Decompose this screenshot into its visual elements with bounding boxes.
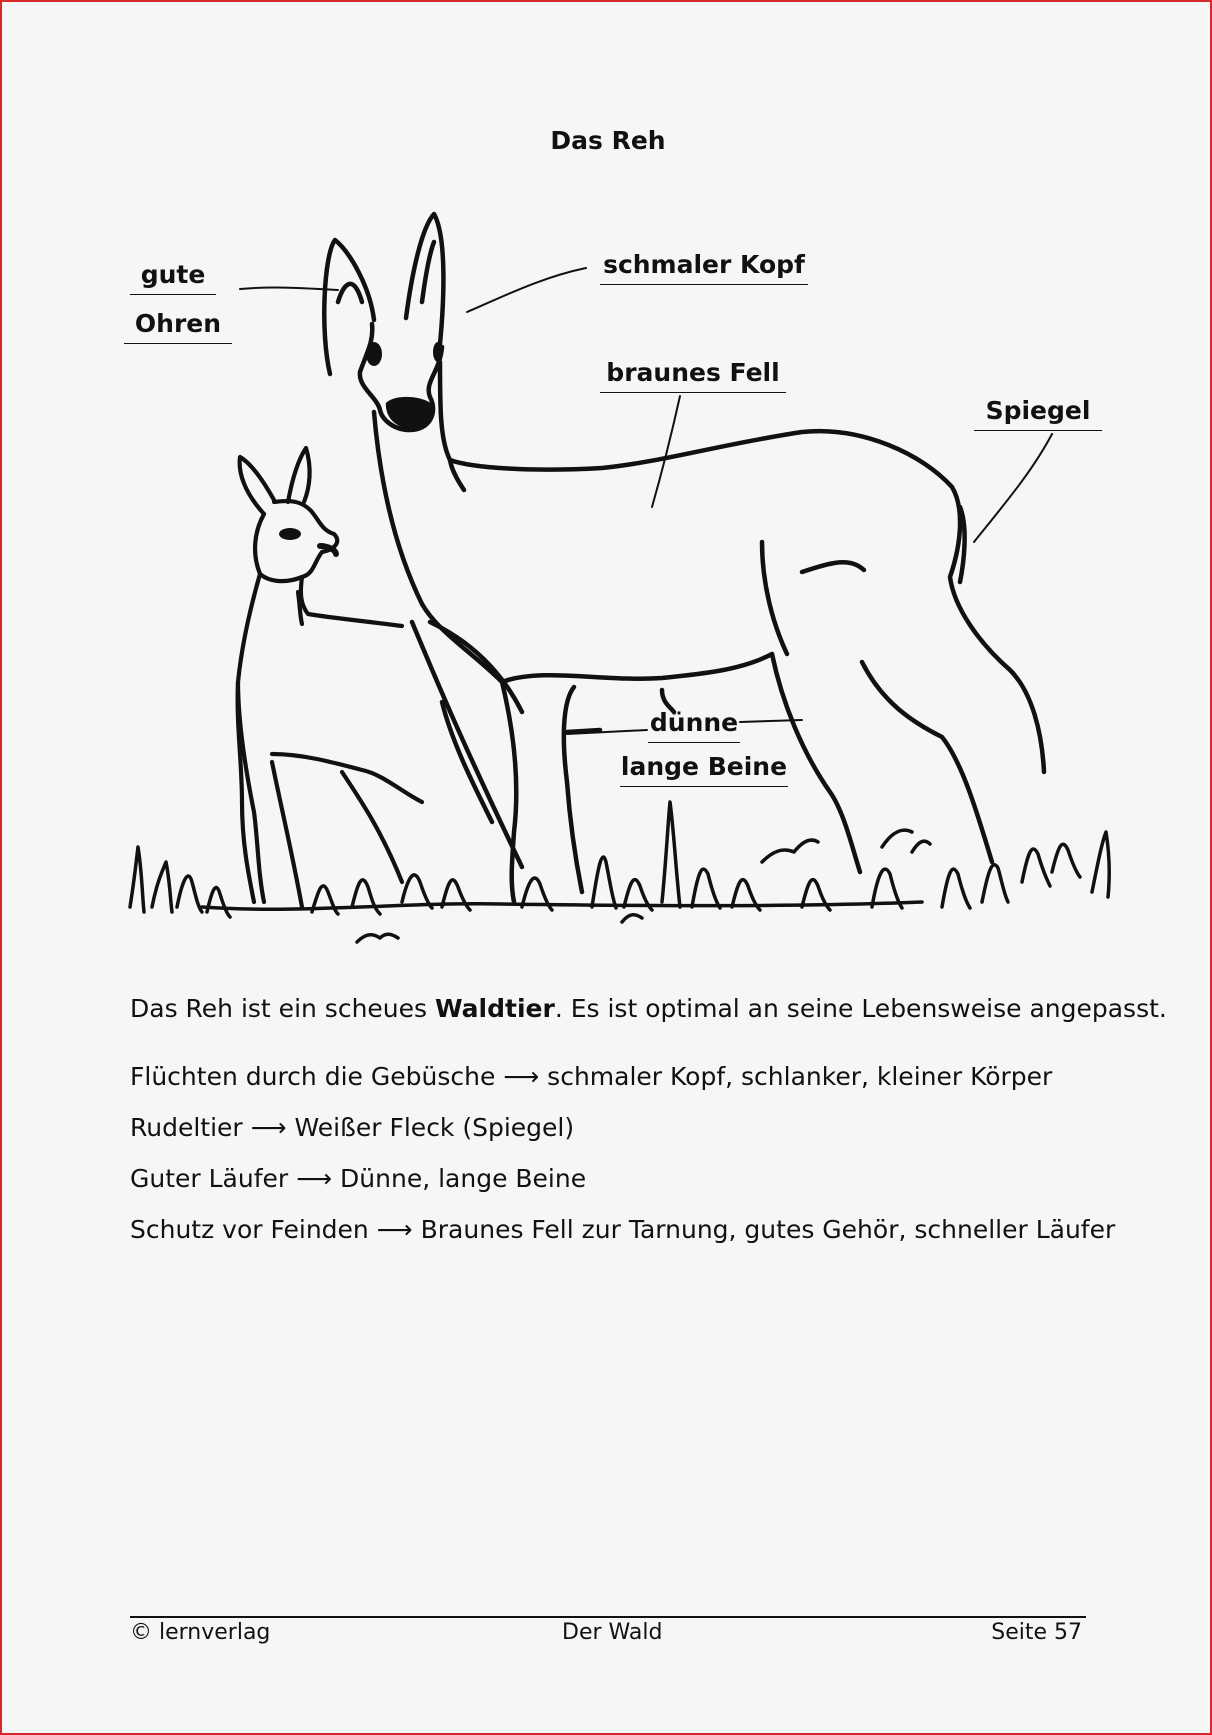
label-lange-beine: lange Beine [620,752,788,787]
fact-effect: Braunes Fell zur Tarnung, gutes Gehör, schneller Läufer [420,1215,1116,1244]
fact-cause: Flüchten durch die Gebüsche [130,1062,496,1091]
intro-before: Das Reh ist ein scheues [130,994,435,1023]
footer-page-number: Seite 57 [991,1620,1082,1645]
label-schmaler-kopf: schmaler Kopf [600,250,808,285]
fact-row [130,1062,1052,1091]
fact-row [130,1164,586,1193]
footer-book-title: Der Wald [562,1620,663,1645]
fact-row [130,1113,574,1142]
label-spiegel: Spiegel [974,396,1102,431]
arrow-icon: ⟶ [376,1215,413,1244]
footer-divider [130,1616,1086,1618]
fact-row [130,1215,1115,1244]
fawn-drawing [238,448,422,907]
page-title: Das Reh [550,126,666,155]
leader-lines [240,268,1052,734]
footer-copyright: © lernverlag [130,1620,271,1645]
label-duenne: dünne [648,708,740,743]
intro-after: . Es ist optimal an seine Lebensweise angepasst. [554,994,1167,1023]
fact-effect: schmaler Kopf, schlanker, kleiner Körper [547,1062,1053,1091]
intro-bold-term: Waldtier [435,994,555,1023]
label-ohren: Ohren [124,309,232,344]
doe-drawing [324,214,1044,902]
fact-cause: Rudeltier [130,1113,243,1142]
fact-effect: Dünne, lange Beine [340,1164,587,1193]
fact-cause: Schutz vor Feinden [130,1215,369,1244]
label-gute: gute [130,260,216,295]
arrow-icon: ⟶ [250,1113,287,1142]
fact-cause: Guter Läufer [130,1164,289,1193]
fact-effect: Weißer Fleck (Spiegel) [294,1113,575,1142]
intro-text [130,994,1167,1023]
arrow-icon: ⟶ [296,1164,333,1193]
label-braunes-fell: braunes Fell [600,358,786,393]
arrow-icon: ⟶ [503,1062,540,1091]
grass-drawing [130,802,1109,942]
